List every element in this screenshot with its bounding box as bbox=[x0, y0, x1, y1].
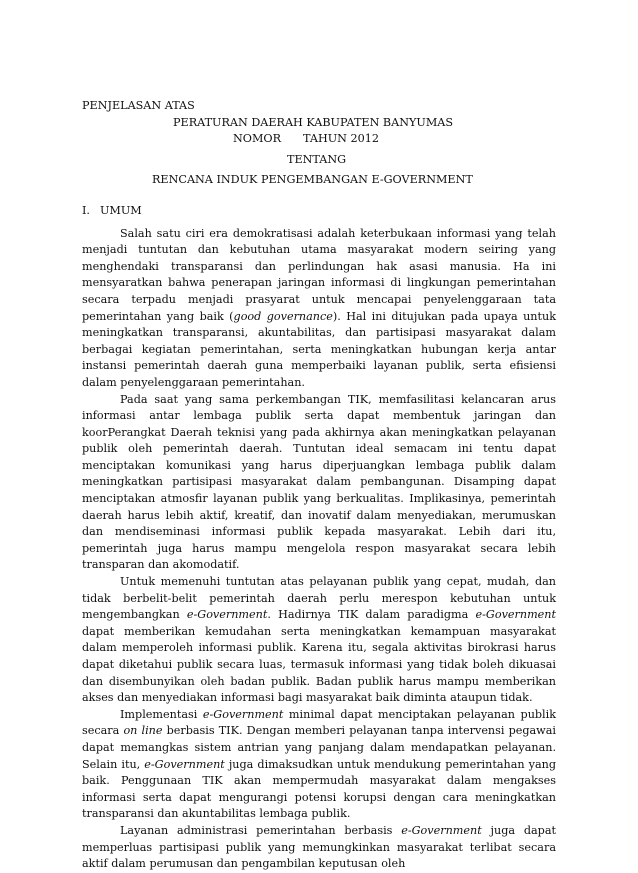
p4-emphasis-3: e-Government bbox=[144, 757, 225, 771]
document-page bbox=[82, 98, 556, 873]
header-peraturan: PERATURAN DAERAH KABUPATEN BANYUMAS bbox=[173, 115, 454, 129]
paragraph-2 bbox=[82, 392, 556, 575]
header-nomor-label: NOMOR bbox=[233, 132, 282, 146]
paragraph-1 bbox=[82, 226, 556, 392]
p3-emphasis-2: e-Government bbox=[475, 608, 556, 622]
header-penjelasan: PENJELASAN ATAS bbox=[82, 99, 195, 112]
p1-emphasis: good governance bbox=[233, 309, 333, 323]
p1-part-b: ). Hal ini ditujukan pada upaya untuk meningkatkan transparansi, akuntabilitas, dan partisipasi masyarakat dalam berbagai kegiatan pemerintahan, serta meningkatkan hubungan kerja antar instansi pemerintah daerah guna memperbaiki layanan publik, serta efisiensi dalam penyelenggaraan pemerintahan. bbox=[82, 309, 556, 389]
paragraph-3 bbox=[82, 574, 556, 707]
header-nomor bbox=[82, 131, 556, 148]
p3-part-a: Untuk memenuhi tuntutan atas pelayanan publik yang cepat, mudah, dan tidak berbelit-belit pemerintah daerah perlu merespon kebutuhan untuk mengembangkan bbox=[82, 575, 556, 622]
section-number: I. bbox=[82, 203, 90, 217]
paragraph-3-text bbox=[82, 574, 556, 707]
p4-part-c: berbasis TIK. Dengan memberi pelayanan tanpa intervensi pegawai dapat memangkas sistem antrian yang panjang dalam mendapatkan pelayanan. Selain itu, bbox=[82, 724, 557, 771]
p4-part-a: Implementasi bbox=[120, 707, 203, 721]
paragraph-2-text: Pada saat yang sama perkembangan TIK, memfasilitasi kelancaran arus informasi antar lembaga publik serta dapat membentuk jaringan dan koorPerangkat Daerah teknisi yang pada akhirnya akan meningkatkan pelayanan publik oleh pemerintah daerah. Tuntutan ideal semacam ini tentu dapat menciptakan komunikasi yang harus diperjuangkan lembaga publik dalam meningkatkan partisipasi masyarakat dalam pembangunan. Disamping dapat menciptakan atmosfir layanan publik yang berkualitas. Implikasinya, pemerintah daerah harus lebih aktif, kreatif, dan inovatif dalam menyediakan, merumuskan dan mendiseminasi informasi publik kepada masyarakat. Lebih dari itu, pemerintah juga harus mampu mengelola respon masyarakat secara lebih transparan dan akomodatif. bbox=[82, 392, 556, 572]
paragraph-5-text bbox=[82, 823, 556, 873]
p4-emphasis-2: on line bbox=[123, 724, 163, 738]
paragraph-5 bbox=[82, 823, 556, 873]
p4-part-b: minimal dapat menciptakan pelayanan publik secara bbox=[82, 707, 556, 738]
header-tahun: TAHUN 2012 bbox=[303, 132, 379, 146]
p5-part-a: Layanan administrasi pemerintahan berbasis bbox=[120, 823, 402, 837]
section-title: UMUM bbox=[100, 203, 142, 217]
p5-emphasis-1: e-Government bbox=[401, 823, 482, 837]
p4-part-d: juga dimaksudkan untuk mendukung pemerintahan yang baik. Penggunaan TIK akan mempermudah masyarakat dalam mengakses informasi serta dapat mengurangi potensi korupsi dengan cara meningkatkan transparansi dan akuntabilitas lembaga publik. bbox=[82, 757, 556, 821]
p3-part-b: . Hadirnya TIK dalam paradigma bbox=[267, 608, 476, 622]
header-tentang: TENTANG bbox=[287, 152, 347, 166]
p4-emphasis-1: e-Government bbox=[202, 707, 284, 721]
paragraph-1-text bbox=[82, 226, 556, 392]
p3-emphasis-1: e-Government bbox=[186, 608, 268, 622]
p3-part-c: dapat memberikan kemudahan serta meningkatkan kemampuan masyarakat dalam memperoleh informasi publik. Karena itu, segala aktivitas birokrasi harus dapat diketahui publik secara luas, termasuk informasi yang tidak boleh dikuasai dan disembunyikan oleh badan publik. Badan publik harus mampu memberikan akses dan menyediakan informasi bagi masyarakat baik diminta ataupun tidak. bbox=[82, 624, 556, 705]
header-judul: RENCANA INDUK PENGEMBANGAN E-GOVERNMENT bbox=[152, 173, 473, 187]
p1-part-a: Salah satu ciri era demokratisasi adalah keterbukaan informasi yang telah menjadi tuntutan dan kebutuhan utama masyarakat modern seiring yang menghendaki transparansi dan perlindungan hak asasi manusia. Ha ini mensyaratkan bahwa penerapan jaringan informasi di lingkungan pemerintahan secara terpadu menjadi prasyarat untuk mencapai penyelenggaraan tata pemerintahan yang baik ( bbox=[82, 226, 556, 323]
p5-part-b: juga dapat memperluas partisipasi publik yang memungkinkan masyarakat terlibat secara aktif dalam perumusan dan pengambilan keputusan oleh bbox=[82, 823, 556, 871]
paragraph-4 bbox=[82, 707, 556, 823]
paragraph-4-text bbox=[82, 707, 556, 823]
section-heading bbox=[82, 203, 556, 220]
